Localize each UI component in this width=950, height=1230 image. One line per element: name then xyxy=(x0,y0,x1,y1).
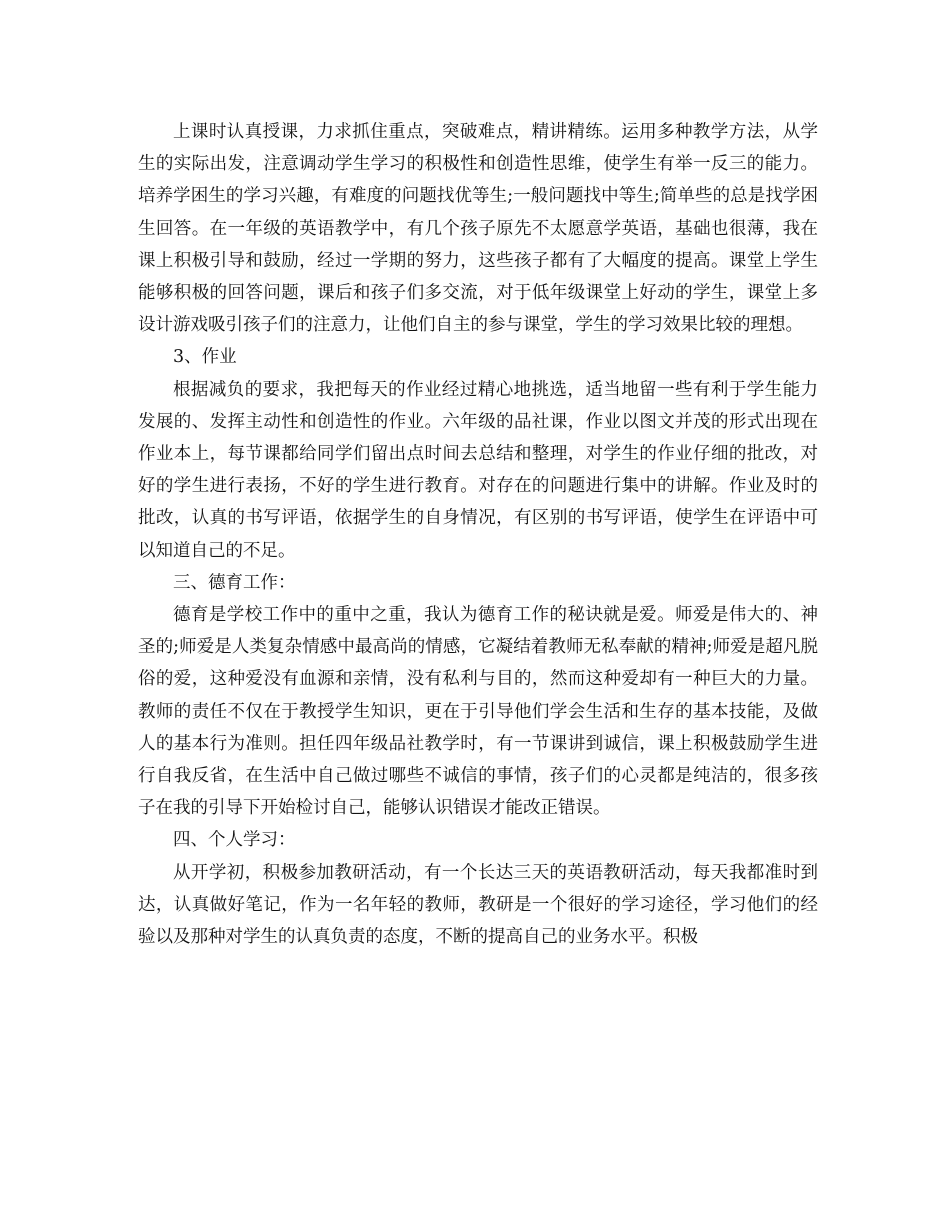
heading-moral-education: 三、德育工作： xyxy=(173,572,296,593)
heading-homework: 3、作业 xyxy=(173,347,237,368)
paragraph-personal-study: 从开学初，积极参加教研活动，有一个长达三天的英语教研活动，每天我都准时到达，认真做好笔记，作为一名年轻的教师，教研是一个很好的学习途径，学习他们的经验以及那种对学生的认真负责的态度，不断的提高自己的业务水平。积极 xyxy=(138,862,818,948)
paragraph-classroom-teaching: 上课时认真授课，力求抓住重点，突破难点，精讲精练。运用多种教学方法，从学生的实际出发，注意调动学生学习的积极性和创造性思维，使学生有举一反三的能力。培养学困生的学习兴趣，有难度的问题找优等生;一般问题找中等生;简单些的总是找学困生回答。在一年级的英语教学中，有几个孩子原先不太愿意学英语，基础也很薄，我在课上积极引导和鼓励，经过一学期的努力，这些孩子都有了大幅度的提高。课堂上学生能够积极的回答问题，课后和孩子们多交流，对于低年级课堂上好动的学生，课堂上多设计游戏吸引孩子们的注意力，让他们自主的参与课堂，学生的学习效果比较的理想。 xyxy=(138,122,818,336)
paragraph-homework: 根据减负的要求，我把每天的作业经过精心地挑选，适当地留一些有利于学生能力发展的、发挥主动性和创造性的作业。六年级的品社课，作业以图文并茂的形式出现在作业本上，每节课都给同学们留出点时间去总结和整理，对学生的作业仔细的批改，对好的学生进行表扬，不好的学生进行教育。对存在的问题进行集中的讲解。作业及时的批改，认真的书写评语，依据学生的自身情况，有区别的书写评语，使学生在评语中可以知道自己的不足。 xyxy=(138,379,818,561)
heading-personal-study: 四、个人学习： xyxy=(173,830,296,851)
paragraph-moral-education: 德育是学校工作中的重中之重，我认为德育工作的秘诀就是爱。师爱是伟大的、神圣的;师爱是人类复杂情感中最高尚的情感，它凝结着教师无私奉献的精神;师爱是超凡脱俗的爱，这种爱没有血源和亲情，没有私利与目的，然而这种爱却有一种巨大的力量。教师的责任不仅在于教授学生知识，更在于引导他们学会生活和生存的基本技能，及做人的基本行为准则。担任四年级品社教学时，有一节课讲到诚信，课上积极鼓励学生进行自我反省，在生活中自己做过哪些不诚信的事情，孩子们的心灵都是纯洁的，很多孩子在我的引导下开始检讨自己，能够认识错误才能改正错误。 xyxy=(138,605,818,819)
document-body xyxy=(138,116,818,953)
